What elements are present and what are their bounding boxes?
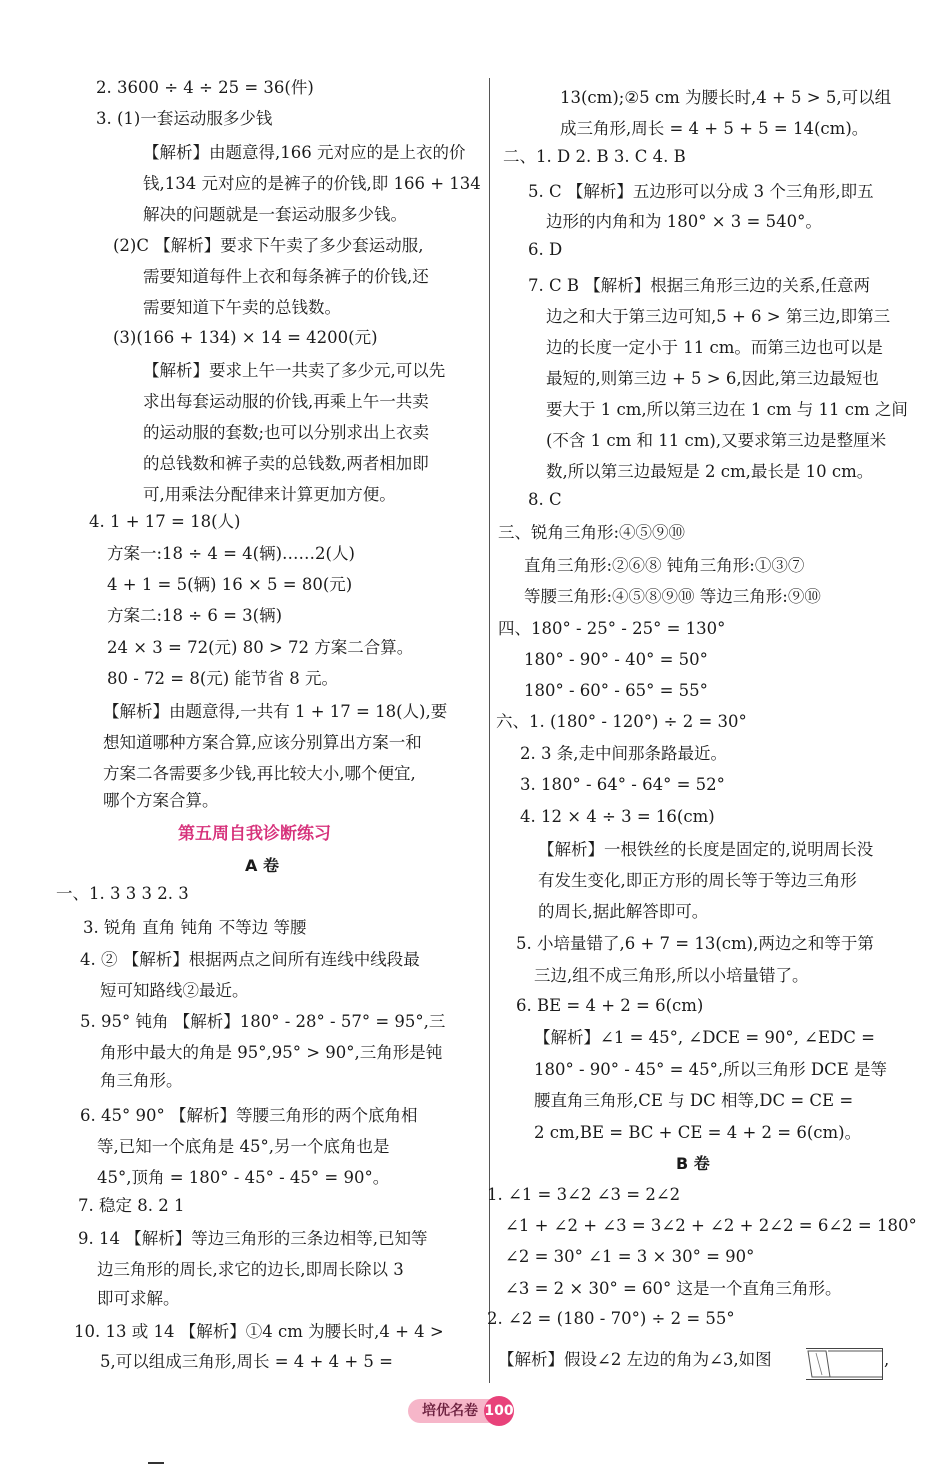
- answer-line: 成三角形,周长 = 4 + 5 + 5 = 14(cm)。: [560, 119, 869, 138]
- page-footer: [408, 1396, 514, 1424]
- answer-line: (不含 1 cm 和 11 cm),又要求第三边是整厘米: [546, 431, 887, 450]
- answer-line: 【解析】一根铁丝的长度是固定的,说明周长没: [538, 840, 874, 859]
- answer-line: (3)(166 + 134) × 14 = 4200(元): [113, 328, 378, 347]
- answer-line: ,: [884, 1350, 890, 1369]
- answer-line: ∠2 = 30° ∠1 = 3 × 30° = 90°: [505, 1247, 755, 1266]
- answer-line: 6. D: [528, 240, 563, 259]
- answer-line: 角三角形。: [100, 1071, 183, 1090]
- answer-line: 需要知道下午卖的总钱数。: [143, 298, 341, 317]
- answer-line: 180° - 90° - 45° = 45°,所以三角形 DCE 是等: [534, 1060, 888, 1079]
- angle-figure: [806, 1348, 883, 1380]
- answer-line: 三、锐角三角形:④⑤⑨⑩: [498, 523, 686, 542]
- answer-line: 想知道哪种方案合算,应该分别算出方案一和: [103, 733, 422, 752]
- answer-line: 直角三角形:②⑥⑧ 钝角三角形:①③⑦: [524, 556, 805, 575]
- answer-line: 13(cm);②5 cm 为腰长时,4 + 5 > 5,可以组: [560, 88, 892, 107]
- answer-line: 4. 1 + 17 = 18(人): [89, 512, 241, 531]
- answer-line: 6. BE = 4 + 2 = 6(cm): [516, 996, 704, 1015]
- answer-line: 的运动服的套数;也可以分别求出上衣卖: [143, 423, 430, 442]
- answer-line: 5. 小培量错了,6 + 7 = 13(cm),两边之和等于第: [516, 934, 874, 953]
- answer-line: (2)C 【解析】要求下午卖了多少套运动服,: [113, 236, 424, 255]
- answer-line: 3. 锐角 直角 钝角 不等边 等腰: [83, 918, 307, 937]
- answer-line: 方案一:18 ÷ 4 = 4(辆)……2(人): [107, 544, 355, 563]
- answer-line: B 卷: [676, 1154, 710, 1173]
- answer-line: 有发生变化,即正方形的周长等于等边三角形: [538, 871, 857, 890]
- answer-line: 角形中最大的角是 95°,95° > 90°,三角形是钝: [100, 1043, 443, 1062]
- answer-line: 80 - 72 = 8(元) 能节省 8 元。: [107, 669, 338, 688]
- answer-line: 即可求解。: [97, 1289, 180, 1308]
- page-number: 100: [484, 1396, 514, 1426]
- answer-line: 2 cm,BE = BC + CE = 4 + 2 = 6(cm)。: [534, 1123, 862, 1142]
- answer-line: 6. 45° 90° 【解析】等腰三角形的两个底角相: [80, 1106, 418, 1125]
- answer-line: ∠1 + ∠2 + ∠3 = 3∠2 + ∠2 + 2∠2 = 6∠2 = 180°: [505, 1216, 917, 1235]
- answer-line: 【解析】由题意得,一共有 1 + 17 = 18(人),要: [103, 702, 448, 721]
- angle-figure-drawing: [806, 1349, 882, 1379]
- answer-line: 一、1. 3 3 3 2. 3: [56, 884, 189, 903]
- answer-line: 9. 14 【解析】等边三角形的三条边相等,已知等: [78, 1229, 428, 1248]
- brand-label: 培优名卷: [408, 1399, 506, 1423]
- answer-line: 边之和大于第三边可知,5 + 6 > 第三边,即第三: [546, 307, 891, 326]
- answer-line: 数,所以第三边最短是 2 cm,最长是 10 cm。: [546, 462, 874, 481]
- answer-line: 5. 95° 钝角 【解析】180° - 28° - 57° = 95°,三: [80, 1012, 446, 1031]
- answer-line: 等,已知一个底角是 45°,另一个底角也是: [97, 1137, 390, 1156]
- answer-line: 边三角形的周长,求它的边长,即周长除以 3: [97, 1260, 404, 1279]
- answer-line: 4 + 1 = 5(辆) 16 × 5 = 80(元): [107, 575, 353, 594]
- answer-line: 5. C 【解析】五边形可以分成 3 个三角形,即五: [528, 182, 874, 201]
- answer-line: 【解析】由题意得,166 元对应的是上衣的价: [143, 143, 466, 162]
- answer-line: 边的长度一定小于 11 cm。而第三边也可以是: [546, 338, 883, 357]
- answer-line: 7. C B 【解析】根据三角形三边的关系,任意两: [528, 276, 870, 295]
- answer-line: 最短的,则第三边 + 5 > 6,因此,第三边最短也: [546, 369, 879, 388]
- answer-line: 需要知道每件上衣和每条裤子的价钱,还: [143, 267, 429, 286]
- answer-line: 解决的问题就是一套运动服多少钱。: [143, 205, 407, 224]
- answer-line: 方案二各需要多少钱,再比较大小,哪个便宜,: [103, 764, 416, 783]
- answer-line: 3. (1)一套运动服多少钱: [96, 109, 273, 128]
- answer-line: 【解析】∠1 = 45°, ∠DCE = 90°, ∠EDC =: [534, 1028, 875, 1047]
- answer-line: A 卷: [245, 856, 279, 875]
- section-title: 第五周自我诊断练习: [178, 824, 331, 844]
- answer-line: 钱,134 元对应的是裤子的价钱,即 166 + 134: [143, 174, 481, 193]
- answer-line: 的总钱数和裤子卖的总钱数,两者相加即: [143, 454, 429, 473]
- answer-line: 方案二:18 ÷ 6 = 3(辆): [107, 606, 283, 625]
- answer-line: 2. 3 条,走中间那条路最近。: [520, 744, 727, 763]
- answer-line: 六、1. (180° - 120°) ÷ 2 = 30°: [496, 712, 747, 731]
- answer-line: 4. 12 × 4 ÷ 3 = 16(cm): [520, 807, 715, 826]
- answer-line: 7. 稳定 8. 2 1: [78, 1196, 185, 1215]
- answer-line: 3. 180° - 64° - 64° = 52°: [520, 775, 725, 794]
- answer-line: 腰直角三角形,CE 与 DC 相等,DC = CE =: [534, 1091, 854, 1110]
- answer-line: ∠3 = 2 × 30° = 60° 这是一个直角三角形。: [505, 1279, 842, 1298]
- answer-line: 【解析】假设∠2 左边的角为∠3,如图: [498, 1350, 772, 1369]
- answer-line: 三边,组不成三角形,所以小培量错了。: [534, 966, 809, 985]
- answer-line: 180° - 90° - 40° = 50°: [524, 650, 708, 669]
- answer-line: 短可知路线②最近。: [100, 981, 249, 1000]
- answer-line: 求出每套运动服的价钱,再乘上午一共卖: [143, 392, 429, 411]
- answer-line: 边形的内角和为 180° × 3 = 540°。: [546, 212, 822, 231]
- answer-line: 可,用乘法分配律来计算更加方便。: [143, 485, 396, 504]
- answer-line: 4. ② 【解析】根据两点之间所有连线中线段最: [80, 950, 420, 969]
- answer-line: 24 × 3 = 72(元) 80 > 72 方案二合算。: [107, 638, 414, 657]
- answer-line: 要大于 1 cm,所以第三边在 1 cm 与 11 cm 之间: [546, 400, 908, 419]
- answer-line: 【解析】要求上午一共卖了多少元,可以先: [143, 361, 446, 380]
- bottom-mark: [148, 1462, 164, 1464]
- answer-line: 5,可以组成三角形,周长 = 4 + 4 + 5 =: [100, 1352, 393, 1371]
- answer-line: 哪个方案合算。: [103, 791, 219, 810]
- answer-line: 8. C: [528, 490, 562, 509]
- answer-line: 10. 13 或 14 【解析】①4 cm 为腰长时,4 + 4 >: [74, 1322, 444, 1341]
- answer-line: 1. ∠1 = 3∠2 ∠3 = 2∠2: [487, 1185, 681, 1204]
- answer-line: 二、1. D 2. B 3. C 4. B: [503, 147, 686, 166]
- answer-line: 等腰三角形:④⑤⑧⑨⑩ 等边三角形:⑨⑩: [524, 587, 821, 606]
- answer-line: 2. 3600 ÷ 4 ÷ 25 = 36(件): [96, 78, 314, 97]
- answer-line: 2. ∠2 = (180 - 70°) ÷ 2 = 55°: [487, 1309, 735, 1328]
- answer-line: 180° - 60° - 65° = 55°: [524, 681, 708, 700]
- answer-line: 45°,顶角 = 180° - 45° - 45° = 90°。: [97, 1168, 390, 1187]
- answer-line: 的周长,据此解答即可。: [538, 902, 709, 921]
- answer-line: 四、180° - 25° - 25° = 130°: [498, 619, 726, 638]
